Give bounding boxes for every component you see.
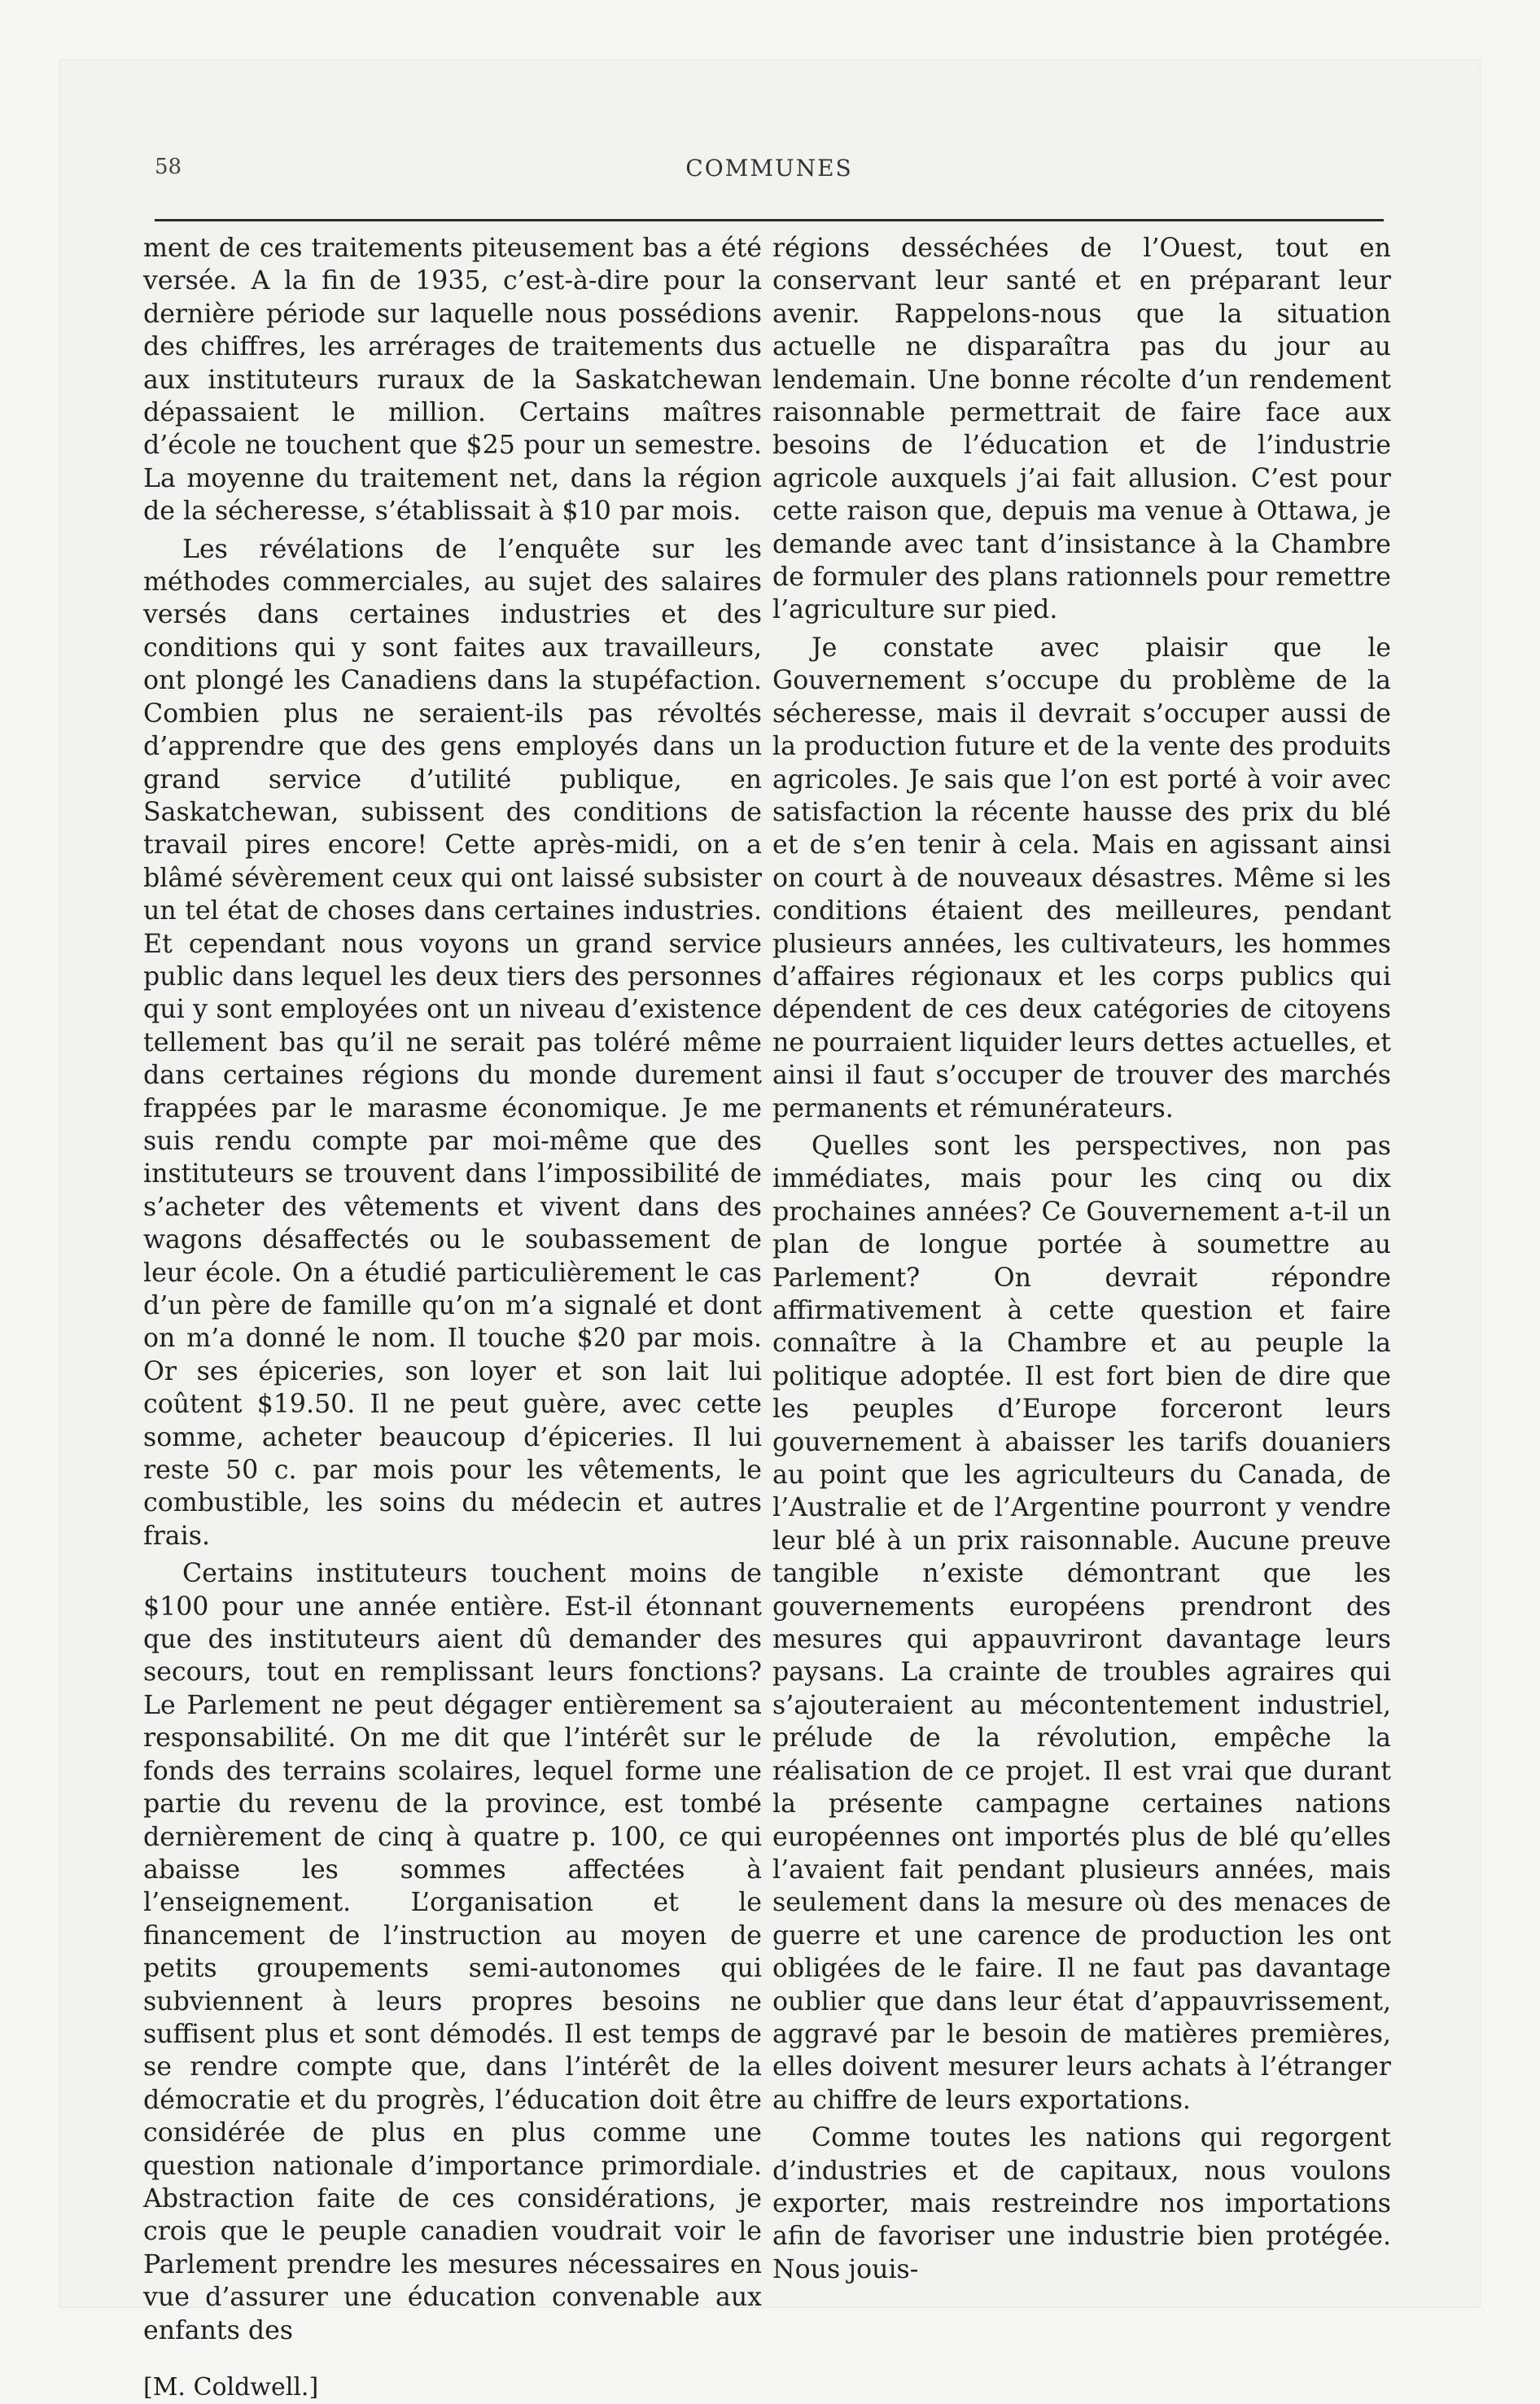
left-column (143, 232, 762, 2404)
paragraph: ment de ces traitements piteusement bas a été versée. A la fin de 1935, c’est-à-dire pour la dernière période sur laquelle nous possédions des chiffres, les arrérages de traitements dus aux instituteurs ruraux de la Saskatchewan dépassaient le million. Certains maîtres d’école ne touchent que $25 pour un semestre. La moyenne du traitement net, dans la région de la sécheresse, s’établissait à $10 par mois. (143, 234, 762, 527)
paragraph: régions desséchées de l’Ouest, tout en conservant leur santé et en préparant leur avenir. Rappelons-nous que la situation actuelle ne disparaîtra pas du jour au lendemain. Une bonne récolte d’un rendement raisonnable permettrait de faire face aux besoins de l’éducation et de l’industrie agricole auxquels j’ai fait allusion. C’est pour cette raison que, depuis ma venue à Ottawa, je demande avec tant d’insistance à la Chambre de formuler des plans rationnels pour remettre l’agriculture sur pied. (772, 234, 1391, 625)
paragraph: Certains instituteurs touchent moins de $100 pour une année entière. Est-il étonnant que des instituteurs aient dû demander des secours, tout en remplissant leurs fonctions? Le Parlement ne peut dégager entièrement sa responsabilité. On me dit que l’intérêt sur le fonds des terrains scolaires, lequel forme une partie du revenu de la province, est tombé dernièrement de cinq à quatre p. 100, ce qui abaisse les sommes affectées à l’enseignement. L’organisation et le financement de l’instruction au moyen de petits groupements semi-autonomes qui subviennent à leurs propres besoins ne suffisent plus et sont démodés. Il est temps de se rendre compte que, dans l’intérêt de la démocratie et du progrès, l’éducation doit être considérée de plus en plus comme une question nationale d’importance primordiale. Abstraction faite de ces considérations, je crois que le peuple canadien voudrait voir le Parlement prendre les mesures nécessaires en vue d’assurer une éducation convenable aux enfants des (143, 1559, 762, 2345)
paragraph: Comme toutes les nations qui regorgent d’industries et de capitaux, nous voulons exporter, mais restreindre nos importations afin de favoriser une industrie bien protégée. Nous jouis- (772, 2123, 1391, 2284)
page-number: 58 (155, 155, 182, 179)
speaker-attribution: [M. Coldwell.] (143, 2373, 319, 2402)
paragraph: Je constate avec plaisir que le Gouvernement s’occupe du problème de la sécheresse, mais il devrait s’occuper aussi de la production future et de la vente des produits agricoles. Je sais que l’on est porté à voir avec satisfaction la récente hausse des prix du blé et de s’en tenir à cela. Mais en agissant ainsi on court à de nouveaux désastres. Même si les conditions étaient des meilleures, pendant plusieurs années, les cultivateurs, les hommes d’affaires régionaux et les corps publics qui dépendent de ces deux catégories de citoyens ne pourraient liquider leurs dettes actuelles, et ainsi il faut s’occuper de trouver des marchés permanents et rémunérateurs. (772, 633, 1391, 1123)
right-column (772, 232, 1391, 2291)
header-rule (155, 219, 1384, 221)
paragraph: Les révélations de l’enquête sur les méthodes commerciales, au sujet des salaires versés dans certaines industries et des conditions qui y sont faites aux travailleurs, ont plongé les Canadiens dans la stupéfaction. Combien plus ne seraient-ils pas révoltés d’apprendre que des gens employés dans un grand service d’utilité publique, en Saskatchewan, subissent des conditions de travail pires encore! Cette après-midi, on a blâmé sévèrement ceux qui ont laissé subsister un tel état de choses dans certaines industries. Et cependant nous voyons un grand service public dans lequel les deux tiers des personnes qui y sont employées ont un niveau d’existence tellement bas qu’il ne serait pas toléré même dans certaines régions du monde durement frappées par le marasme économique. Je me suis rendu compte par moi-même que des instituteurs se trouvent dans l’impossibilité de s’acheter des vêtements et vivent dans des wagons désaffectés ou le soubassement de leur école. On a étudié particulièrement le cas d’un père de famille qu’on m’a signalé et dont on m’a donné le nom. Il touche $20 par mois. Or ses épiceries, son loyer et son lait lui coûtent $19.50. Il ne peut guère, avec cette somme, acheter beaucoup d’épiceries. Il lui reste 50 c. par mois pour les vêtements, le combustible, les soins du médecin et autres frais. (143, 534, 762, 1551)
running-title: COMMUNES (685, 155, 853, 182)
paragraph: Quelles sont les perspectives, non pas immédiates, mais pour les cinq ou dix prochaines années? Ce Gouvernement a-t-il un plan de longue portée à soumettre au Parlement? On devrait répondre affirmativement à cette question et faire connaître à la Chambre et au peuple la politique adoptée. Il est fort bien de dire que les peuples d’Europe forceront leurs gouvernement à abaisser les tarifs douaniers au point que les agriculteurs du Canada, de l’Australie et de l’Argentine pourront y vendre leur blé à un prix raisonnable. Aucune preuve tangible n’existe démontrant que les gouvernements européens prendront des mesures qui appauvriront davantage leurs paysans. La crainte de troubles agraires qui s’ajouteraient au mécontentement industriel, prélude de la révolution, empêche la réalisation de ce projet. Il est vrai que durant la présente campagne certaines nations européennes ont importés plus de blé qu’elles l’avaient fait pendant plusieurs années, mais seulement dans la mesure où des menaces de guerre et une carence de production les ont obligées de le faire. Il ne faut pas davantage oublier que dans leur état d’appauvrissement, aggravé par le besoin de matières premières, elles doivent mesurer leurs achats à l’étranger au chiffre de leurs exportations. (772, 1131, 1391, 2115)
page-header (155, 155, 1384, 194)
